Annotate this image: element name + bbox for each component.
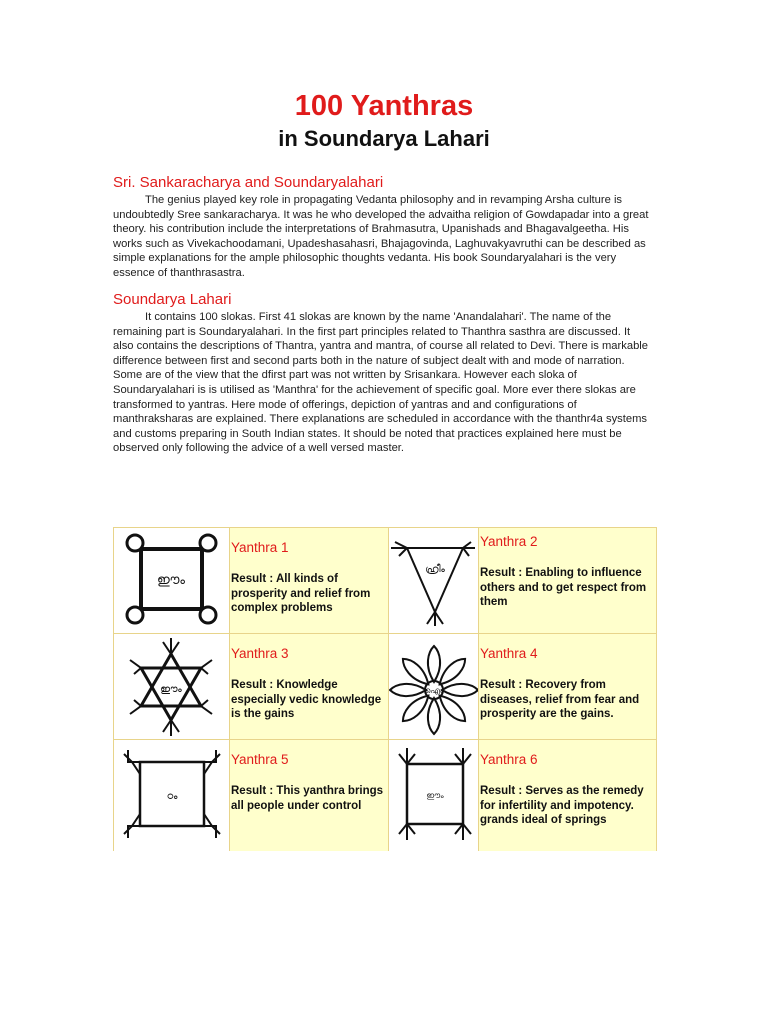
yanthra-5-title: Yanthra 5	[231, 752, 289, 767]
yanthra-2-image	[389, 528, 479, 634]
yanthra-3-title: Yanthra 3	[231, 646, 289, 661]
yanthra-3-cell	[230, 634, 389, 740]
page-subtitle: in Soundarya Lahari	[278, 126, 490, 151]
section-heading-sankaracharya: Sri. Sankaracharya and Soundaryalahari	[113, 174, 384, 191]
yanthra-5-cell	[230, 740, 389, 851]
yanthra-3-image	[114, 634, 230, 740]
yanthra-table	[113, 527, 657, 851]
yanthra-1-result: Result : All kinds of prosperity and relief from complex problems	[231, 573, 371, 614]
yanthra-6-cell	[479, 740, 657, 851]
yanthra-5-result: Result : This yanthra brings all people under control	[231, 785, 384, 812]
yanthra-3-glyph: ഈം	[160, 684, 182, 695]
yanthra-2-cell	[479, 528, 657, 634]
yanthra-4-result: Result : Recovery from diseases, relief from fear and prosperity are the gains.	[480, 679, 640, 720]
yanthra-5-image	[114, 740, 230, 851]
yanthra-6-image	[389, 740, 479, 851]
yanthra-1-image	[114, 528, 230, 634]
yanthra-4-title: Yanthra 4	[480, 646, 538, 661]
yanthra-4-cell	[479, 634, 657, 740]
section-paragraph-sankaracharya: The genius played key role in propagating Vedanta philosophy and in revamping Arsha culture is undoubtedly Sree sankaracharya. It was he who developed the advaitha religion of Gowdapadar into a great theory. his contribution include the interpretations of Brahmasutra, Upanishads and Bhagavalgeetha. His works such as Vivekachoodamani, Upadeshasahasri, Bhajagovinda, Laghuvakyavruthi can be described as simple explanations for the ample philosophic thoughts vedanta. His book Soundaryalahari is the very essence of thanthrasastra.	[113, 194, 649, 279]
yanthra-6-title: Yanthra 6	[480, 752, 538, 767]
section-paragraph-soundarya-lahari: It contains 100 slokas. First 41 slokas are known by the name 'Anandalahari'. The name of the remaining part is Soundaryalahari. In the first part principles related to Thanthra sasthra are discussed. It also contains the descriptions of Thantra, yantra and mantra, of course all related to Devi. There is markable difference between first and second parts both in the nature of subject dealt with and mode of narration. Some are of the view that the dfirst part was not written by Srisankara. However each sloka of Soundaryalahari is is utilised as 'Manthra' for the achievement of specific goal. More ever there slokas are transformed to yantras. Here mode of offerings, depiction of yantras and and configurations of manthraksharas are explained. There explanations are scheduled in accordance with the thanthr4a systems and customs preparing in South Indian states. It should be noted that practices explained here must be observed only following the advice of a well versed master.	[113, 311, 649, 455]
yanthra-1-cell	[230, 528, 389, 634]
yanthra-6-glyph: ഈം	[426, 791, 444, 800]
yanthra-4-image	[389, 634, 479, 740]
yanthra-3-result: Result : Knowledge especially vedic knowledge is the gains	[231, 679, 382, 720]
section-heading-soundarya-lahari: Soundarya Lahari	[113, 291, 232, 308]
yanthra-2-glyph: ഹ്രീം	[425, 564, 445, 575]
yanthra-2-result: Result : Enabling to influence others and to get respect from them	[480, 567, 647, 608]
yanthra-4-glyph: ഐം	[424, 686, 444, 695]
page-title: 100 Yanthras	[294, 90, 474, 122]
yanthra-5-glyph: ഠം	[166, 791, 178, 802]
yanthra-6-result: Result : Serves as the remedy for infertility and impotency. grands ideal of springs	[480, 785, 644, 826]
yanthra-2-title: Yanthra 2	[480, 534, 538, 549]
yanthra-1-title: Yanthra 1	[231, 540, 289, 555]
yanthra-1-glyph: ഈം	[157, 573, 185, 588]
